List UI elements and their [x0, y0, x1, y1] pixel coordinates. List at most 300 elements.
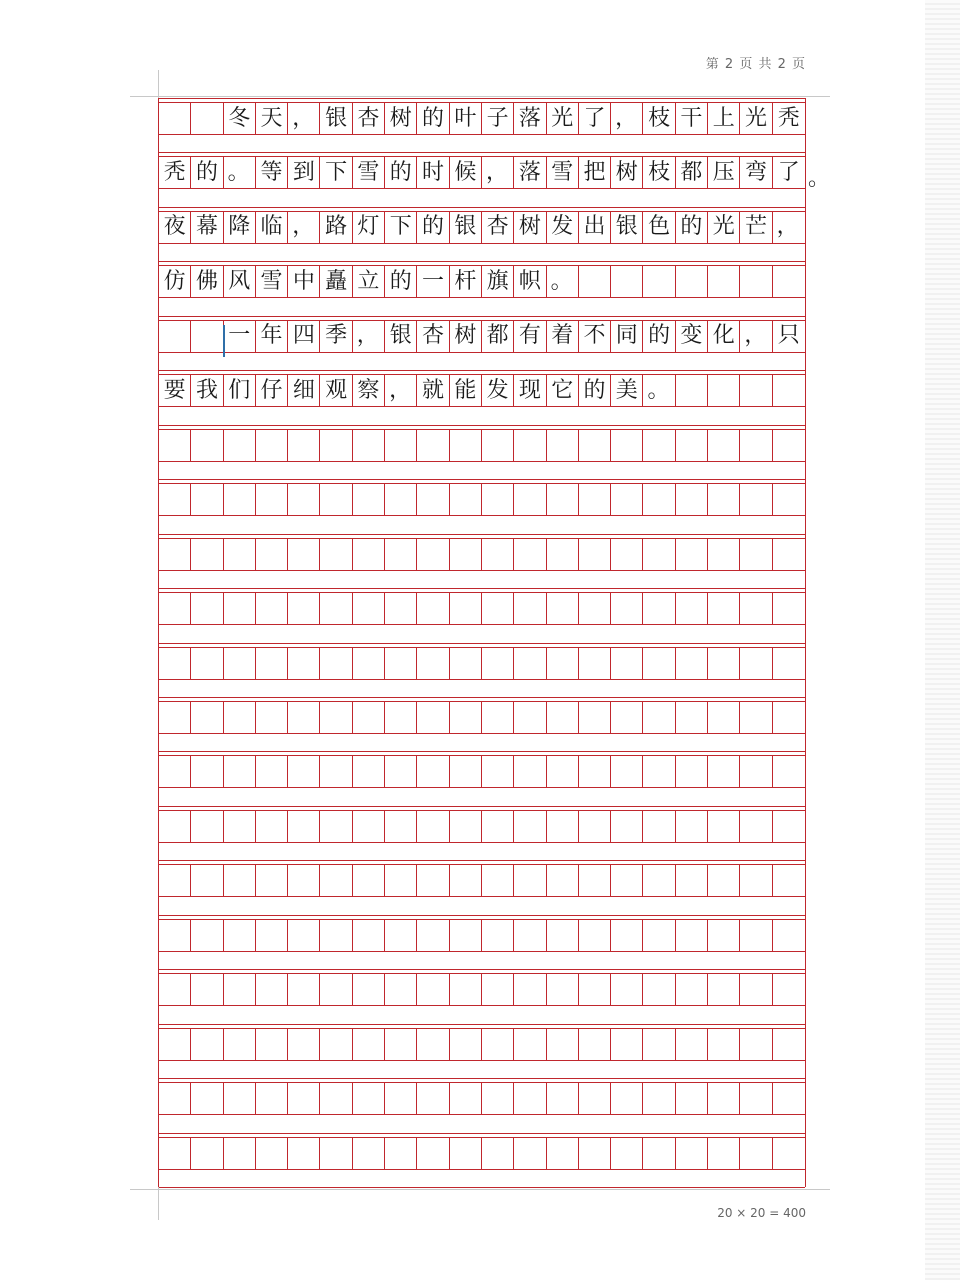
grid-cell[interactable]: 光: [740, 103, 772, 134]
grid-cell[interactable]: [256, 648, 288, 679]
grid-cell[interactable]: [482, 974, 514, 1005]
grid-cell[interactable]: [676, 266, 708, 297]
grid-cell[interactable]: [740, 920, 772, 951]
grid-cell[interactable]: [643, 593, 675, 624]
grid-cell[interactable]: [417, 484, 449, 515]
grid-cell[interactable]: 仿: [159, 266, 191, 297]
grid-cell[interactable]: [676, 593, 708, 624]
grid-cell[interactable]: [482, 1083, 514, 1114]
grid-cell[interactable]: [740, 756, 772, 787]
grid-cell[interactable]: [643, 811, 675, 842]
grid-cell[interactable]: 的: [417, 103, 449, 134]
grid-cell[interactable]: [773, 430, 805, 461]
grid-cell[interactable]: [320, 484, 352, 515]
grid-cell[interactable]: ，: [288, 103, 320, 134]
grid-cell[interactable]: 帜: [514, 266, 546, 297]
grid-cell[interactable]: [514, 811, 546, 842]
grid-cell[interactable]: [482, 539, 514, 570]
grid-cell[interactable]: [547, 484, 579, 515]
grid-cell[interactable]: [159, 321, 191, 352]
grid-cell[interactable]: 就: [417, 375, 449, 406]
grid-cell[interactable]: [385, 1083, 417, 1114]
grid-cell[interactable]: [353, 648, 385, 679]
grid-cell[interactable]: [256, 593, 288, 624]
grid-cell[interactable]: 着: [547, 321, 579, 352]
grid-cell[interactable]: [159, 865, 191, 896]
grid-cell[interactable]: [611, 266, 643, 297]
grid-cell[interactable]: [740, 811, 772, 842]
grid-cell[interactable]: [288, 1029, 320, 1060]
grid-cell[interactable]: 杏: [482, 212, 514, 243]
grid-cell[interactable]: 它: [547, 375, 579, 406]
grid-cell[interactable]: [547, 1083, 579, 1114]
grid-cell[interactable]: 树: [611, 157, 643, 188]
grid-cell[interactable]: 秃: [159, 157, 191, 188]
grid-cell[interactable]: [708, 1029, 740, 1060]
grid-cell[interactable]: [514, 974, 546, 1005]
grid-cell[interactable]: [417, 430, 449, 461]
grid-cell[interactable]: [547, 593, 579, 624]
grid-cell[interactable]: 下: [385, 212, 417, 243]
grid-cell[interactable]: 灯: [353, 212, 385, 243]
grid-cell[interactable]: 美: [611, 375, 643, 406]
grid-cell[interactable]: [159, 593, 191, 624]
grid-cell[interactable]: [514, 1138, 546, 1169]
grid-cell[interactable]: [320, 1083, 352, 1114]
grid-cell[interactable]: [224, 865, 256, 896]
grid-cell[interactable]: 。: [643, 375, 675, 406]
grid-cell[interactable]: [676, 756, 708, 787]
grid-cell[interactable]: 干: [676, 103, 708, 134]
grid-cell[interactable]: [320, 430, 352, 461]
grid-cell[interactable]: [676, 865, 708, 896]
grid-cell[interactable]: 一: [224, 321, 256, 352]
grid-cell[interactable]: [288, 648, 320, 679]
grid-cell[interactable]: 杏: [417, 321, 449, 352]
grid-cell[interactable]: 银: [320, 103, 352, 134]
grid-cell[interactable]: 雪: [256, 266, 288, 297]
grid-cell[interactable]: [288, 811, 320, 842]
grid-cell[interactable]: 中: [288, 266, 320, 297]
grid-cell[interactable]: [547, 702, 579, 733]
grid-cell[interactable]: 都: [482, 321, 514, 352]
grid-cell[interactable]: 枝: [643, 103, 675, 134]
grid-cell[interactable]: 杏: [353, 103, 385, 134]
grid-cell[interactable]: [353, 1083, 385, 1114]
grid-cell[interactable]: [320, 702, 352, 733]
grid-cell[interactable]: [579, 484, 611, 515]
grid-cell[interactable]: [320, 648, 352, 679]
grid-cell[interactable]: [191, 756, 223, 787]
grid-cell[interactable]: ，: [611, 103, 643, 134]
grid-cell[interactable]: [450, 539, 482, 570]
grid-cell[interactable]: [417, 648, 449, 679]
grid-cell[interactable]: [450, 593, 482, 624]
grid-cell[interactable]: [643, 974, 675, 1005]
grid-cell[interactable]: [676, 648, 708, 679]
grid-cell[interactable]: [482, 1138, 514, 1169]
grid-cell[interactable]: 的: [643, 321, 675, 352]
grid-cell[interactable]: [643, 484, 675, 515]
grid-cell[interactable]: [708, 865, 740, 896]
grid-cell[interactable]: [385, 430, 417, 461]
grid-cell[interactable]: [191, 648, 223, 679]
grid-cell[interactable]: [288, 920, 320, 951]
grid-cell[interactable]: [579, 756, 611, 787]
grid-cell[interactable]: [256, 811, 288, 842]
grid-cell[interactable]: [643, 539, 675, 570]
grid-cell[interactable]: [643, 266, 675, 297]
grid-cell[interactable]: [514, 430, 546, 461]
grid-cell[interactable]: [708, 974, 740, 1005]
grid-cell[interactable]: [708, 375, 740, 406]
grid-cell[interactable]: [159, 1029, 191, 1060]
grid-cell[interactable]: [773, 1138, 805, 1169]
grid-cell[interactable]: 四: [288, 321, 320, 352]
grid-cell[interactable]: 路: [320, 212, 352, 243]
grid-cell[interactable]: [417, 1029, 449, 1060]
grid-cell[interactable]: [740, 974, 772, 1005]
grid-cell[interactable]: ，: [482, 157, 514, 188]
grid-cell[interactable]: 同: [611, 321, 643, 352]
grid-cell[interactable]: [450, 702, 482, 733]
grid-cell[interactable]: [417, 1138, 449, 1169]
grid-cell[interactable]: [708, 1138, 740, 1169]
grid-cell[interactable]: [353, 702, 385, 733]
grid-cell[interactable]: [288, 484, 320, 515]
grid-cell[interactable]: [256, 920, 288, 951]
grid-cell[interactable]: [579, 430, 611, 461]
grid-cell[interactable]: [579, 1083, 611, 1114]
grid-cell[interactable]: [611, 1083, 643, 1114]
grid-cell[interactable]: [224, 484, 256, 515]
grid-cell[interactable]: [708, 539, 740, 570]
grid-cell[interactable]: [450, 811, 482, 842]
grid-cell[interactable]: [256, 756, 288, 787]
grid-cell[interactable]: [579, 974, 611, 1005]
grid-cell[interactable]: [385, 593, 417, 624]
grid-cell[interactable]: [191, 484, 223, 515]
grid-cell[interactable]: 落: [514, 103, 546, 134]
grid-cell[interactable]: [643, 920, 675, 951]
grid-cell[interactable]: [547, 920, 579, 951]
grid-cell[interactable]: [450, 865, 482, 896]
grid-cell[interactable]: [514, 593, 546, 624]
grid-cell[interactable]: 叶: [450, 103, 482, 134]
grid-cell[interactable]: 有: [514, 321, 546, 352]
grid-cell[interactable]: [708, 811, 740, 842]
grid-cell[interactable]: 幕: [191, 212, 223, 243]
grid-cell[interactable]: 能: [450, 375, 482, 406]
grid-cell[interactable]: 上: [708, 103, 740, 134]
grid-cell[interactable]: [191, 430, 223, 461]
grid-cell[interactable]: [417, 811, 449, 842]
grid-cell[interactable]: [740, 539, 772, 570]
grid-cell[interactable]: [450, 1083, 482, 1114]
grid-cell[interactable]: 不: [579, 321, 611, 352]
grid-cell[interactable]: 银: [450, 212, 482, 243]
grid-cell[interactable]: [191, 1138, 223, 1169]
grid-cell[interactable]: 压: [708, 157, 740, 188]
grid-cell[interactable]: [482, 430, 514, 461]
grid-cell[interactable]: 银: [385, 321, 417, 352]
grid-cell[interactable]: [676, 702, 708, 733]
grid-cell[interactable]: [514, 865, 546, 896]
grid-cell[interactable]: [773, 375, 805, 406]
grid-cell[interactable]: 细: [288, 375, 320, 406]
grid-cell[interactable]: [417, 756, 449, 787]
grid-cell[interactable]: [611, 1029, 643, 1060]
grid-cell[interactable]: [773, 920, 805, 951]
grid-cell[interactable]: [256, 430, 288, 461]
grid-cell[interactable]: [417, 593, 449, 624]
grid-cell[interactable]: [482, 920, 514, 951]
grid-cell[interactable]: 降: [224, 212, 256, 243]
grid-cell[interactable]: [224, 702, 256, 733]
grid-cell[interactable]: [159, 702, 191, 733]
grid-cell[interactable]: [773, 811, 805, 842]
grid-cell[interactable]: [482, 811, 514, 842]
grid-cell[interactable]: [353, 539, 385, 570]
grid-cell[interactable]: [547, 648, 579, 679]
grid-cell[interactable]: [320, 539, 352, 570]
grid-cell[interactable]: [740, 865, 772, 896]
grid-cell[interactable]: [773, 1029, 805, 1060]
grid-cell[interactable]: [676, 430, 708, 461]
grid-cell[interactable]: 一: [417, 266, 449, 297]
grid-cell[interactable]: [191, 1029, 223, 1060]
grid-cell[interactable]: [224, 1083, 256, 1114]
grid-cell[interactable]: [159, 756, 191, 787]
grid-cell[interactable]: [708, 430, 740, 461]
grid-cell[interactable]: [740, 648, 772, 679]
grid-cell[interactable]: [159, 920, 191, 951]
grid-cell[interactable]: [417, 865, 449, 896]
grid-cell[interactable]: [482, 648, 514, 679]
grid-cell[interactable]: [676, 484, 708, 515]
grid-cell[interactable]: [417, 702, 449, 733]
grid-cell[interactable]: [159, 1083, 191, 1114]
grid-cell[interactable]: [579, 702, 611, 733]
grid-cell[interactable]: [320, 974, 352, 1005]
grid-cell[interactable]: 雪: [353, 157, 385, 188]
grid-cell[interactable]: [288, 756, 320, 787]
grid-cell[interactable]: [191, 702, 223, 733]
grid-cell[interactable]: [450, 648, 482, 679]
grid-cell[interactable]: 观: [320, 375, 352, 406]
grid-cell[interactable]: [288, 1083, 320, 1114]
grid-cell[interactable]: 都: [676, 157, 708, 188]
grid-cell[interactable]: [611, 756, 643, 787]
grid-cell[interactable]: [643, 1138, 675, 1169]
grid-cell[interactable]: [224, 756, 256, 787]
grid-cell[interactable]: [482, 593, 514, 624]
grid-cell[interactable]: [740, 1083, 772, 1114]
grid-cell[interactable]: [643, 430, 675, 461]
grid-cell[interactable]: 天: [256, 103, 288, 134]
grid-cell[interactable]: [353, 1138, 385, 1169]
grid-cell[interactable]: [514, 1029, 546, 1060]
grid-cell[interactable]: [482, 484, 514, 515]
grid-cell[interactable]: [676, 920, 708, 951]
grid-cell[interactable]: [256, 865, 288, 896]
grid-cell[interactable]: [353, 865, 385, 896]
grid-cell[interactable]: 杆: [450, 266, 482, 297]
grid-cell[interactable]: [740, 430, 772, 461]
grid-cell[interactable]: 时: [417, 157, 449, 188]
grid-cell[interactable]: [256, 1083, 288, 1114]
grid-cell[interactable]: 我: [191, 375, 223, 406]
grid-cell[interactable]: [385, 702, 417, 733]
grid-cell[interactable]: [708, 266, 740, 297]
grid-cell[interactable]: [353, 974, 385, 1005]
grid-cell[interactable]: 年: [256, 321, 288, 352]
grid-cell[interactable]: 的: [676, 212, 708, 243]
grid-cell[interactable]: 旗: [482, 266, 514, 297]
grid-cell[interactable]: [611, 1138, 643, 1169]
grid-cell[interactable]: [611, 811, 643, 842]
grid-cell[interactable]: [385, 484, 417, 515]
grid-cell[interactable]: 冬: [224, 103, 256, 134]
grid-cell[interactable]: [288, 702, 320, 733]
grid-cell[interactable]: [385, 865, 417, 896]
grid-cell[interactable]: [320, 865, 352, 896]
grid-cell[interactable]: [224, 593, 256, 624]
grid-cell[interactable]: [353, 593, 385, 624]
grid-cell[interactable]: [514, 484, 546, 515]
grid-cell[interactable]: [579, 648, 611, 679]
grid-cell[interactable]: [579, 266, 611, 297]
grid-cell[interactable]: 佛: [191, 266, 223, 297]
grid-cell[interactable]: [353, 756, 385, 787]
grid-cell[interactable]: [159, 430, 191, 461]
grid-cell[interactable]: [611, 539, 643, 570]
grid-cell[interactable]: [579, 920, 611, 951]
grid-cell[interactable]: [514, 702, 546, 733]
grid-cell[interactable]: [773, 539, 805, 570]
grid-cell[interactable]: [611, 430, 643, 461]
grid-cell[interactable]: 。: [224, 157, 256, 188]
grid-cell[interactable]: [676, 811, 708, 842]
grid-cell[interactable]: [450, 484, 482, 515]
grid-cell[interactable]: 要: [159, 375, 191, 406]
grid-cell[interactable]: ，: [385, 375, 417, 406]
grid-cell[interactable]: [191, 920, 223, 951]
grid-cell[interactable]: [773, 974, 805, 1005]
grid-cell[interactable]: 了: [777, 159, 800, 185]
grid-cell[interactable]: [256, 702, 288, 733]
grid-cell[interactable]: [353, 811, 385, 842]
grid-cell[interactable]: [256, 974, 288, 1005]
grid-cell[interactable]: [643, 1083, 675, 1114]
grid-cell[interactable]: 变: [676, 321, 708, 352]
grid-cell[interactable]: [482, 702, 514, 733]
grid-cell[interactable]: [514, 648, 546, 679]
grid-cell[interactable]: 矗: [320, 266, 352, 297]
grid-cell[interactable]: [611, 593, 643, 624]
grid-cell[interactable]: [191, 1083, 223, 1114]
grid-cell[interactable]: [320, 920, 352, 951]
grid-cell[interactable]: [740, 593, 772, 624]
grid-cell[interactable]: [191, 811, 223, 842]
grid-cell[interactable]: [353, 920, 385, 951]
grid-cell[interactable]: [417, 920, 449, 951]
grid-cell[interactable]: [773, 484, 805, 515]
grid-cell[interactable]: 风: [224, 266, 256, 297]
grid-cell[interactable]: [417, 539, 449, 570]
grid-cell[interactable]: [385, 648, 417, 679]
grid-cell[interactable]: 立: [353, 266, 385, 297]
grid-cell[interactable]: [191, 539, 223, 570]
grid-cell[interactable]: [547, 756, 579, 787]
grid-cell[interactable]: [385, 974, 417, 1005]
grid-cell[interactable]: 下: [320, 157, 352, 188]
grid-cell[interactable]: [773, 266, 805, 297]
grid-cell[interactable]: [611, 702, 643, 733]
grid-cell[interactable]: 秃: [777, 105, 800, 131]
grid-cell[interactable]: [579, 1029, 611, 1060]
grid-cell[interactable]: 了: [579, 103, 611, 134]
grid-cell[interactable]: [740, 375, 772, 406]
grid-cell[interactable]: 树: [450, 321, 482, 352]
grid-cell[interactable]: [773, 593, 805, 624]
grid-cell[interactable]: 子: [482, 103, 514, 134]
grid-cell[interactable]: [773, 702, 805, 733]
grid-cell[interactable]: 光: [547, 103, 579, 134]
grid-cell[interactable]: ，: [776, 214, 799, 240]
grid-cell[interactable]: [676, 1083, 708, 1114]
grid-cell[interactable]: [773, 756, 805, 787]
grid-cell[interactable]: [159, 539, 191, 570]
grid-cell[interactable]: [288, 539, 320, 570]
grid-cell[interactable]: [191, 974, 223, 1005]
grid-cell[interactable]: [676, 539, 708, 570]
grid-cell[interactable]: 临: [256, 212, 288, 243]
grid-cell[interactable]: [288, 1138, 320, 1169]
grid-cell[interactable]: [740, 1138, 772, 1169]
grid-cell[interactable]: [353, 484, 385, 515]
grid-cell[interactable]: [385, 920, 417, 951]
grid-cell[interactable]: [643, 865, 675, 896]
grid-cell[interactable]: [159, 1138, 191, 1169]
grid-cell[interactable]: [708, 1083, 740, 1114]
grid-cell[interactable]: [708, 756, 740, 787]
grid-cell[interactable]: 光: [708, 212, 740, 243]
grid-cell[interactable]: [547, 430, 579, 461]
grid-cell[interactable]: [224, 648, 256, 679]
grid-cell[interactable]: [579, 811, 611, 842]
grid-cell[interactable]: 芒: [740, 212, 772, 243]
grid-cell[interactable]: [320, 1138, 352, 1169]
grid-cell[interactable]: [417, 1083, 449, 1114]
grid-cell[interactable]: 弯: [740, 157, 772, 188]
grid-cell[interactable]: [740, 484, 772, 515]
grid-cell[interactable]: [417, 974, 449, 1005]
grid-cell[interactable]: [611, 974, 643, 1005]
grid-cell[interactable]: [611, 484, 643, 515]
grid-cell[interactable]: [482, 756, 514, 787]
grid-cell[interactable]: [256, 484, 288, 515]
grid-cell[interactable]: [450, 1138, 482, 1169]
grid-cell[interactable]: [740, 1029, 772, 1060]
grid-cell[interactable]: [708, 702, 740, 733]
grid-cell[interactable]: [773, 1083, 805, 1114]
grid-cell[interactable]: [320, 811, 352, 842]
grid-cell[interactable]: [708, 593, 740, 624]
grid-cell[interactable]: [450, 756, 482, 787]
grid-cell[interactable]: [159, 484, 191, 515]
grid-cell[interactable]: [547, 974, 579, 1005]
